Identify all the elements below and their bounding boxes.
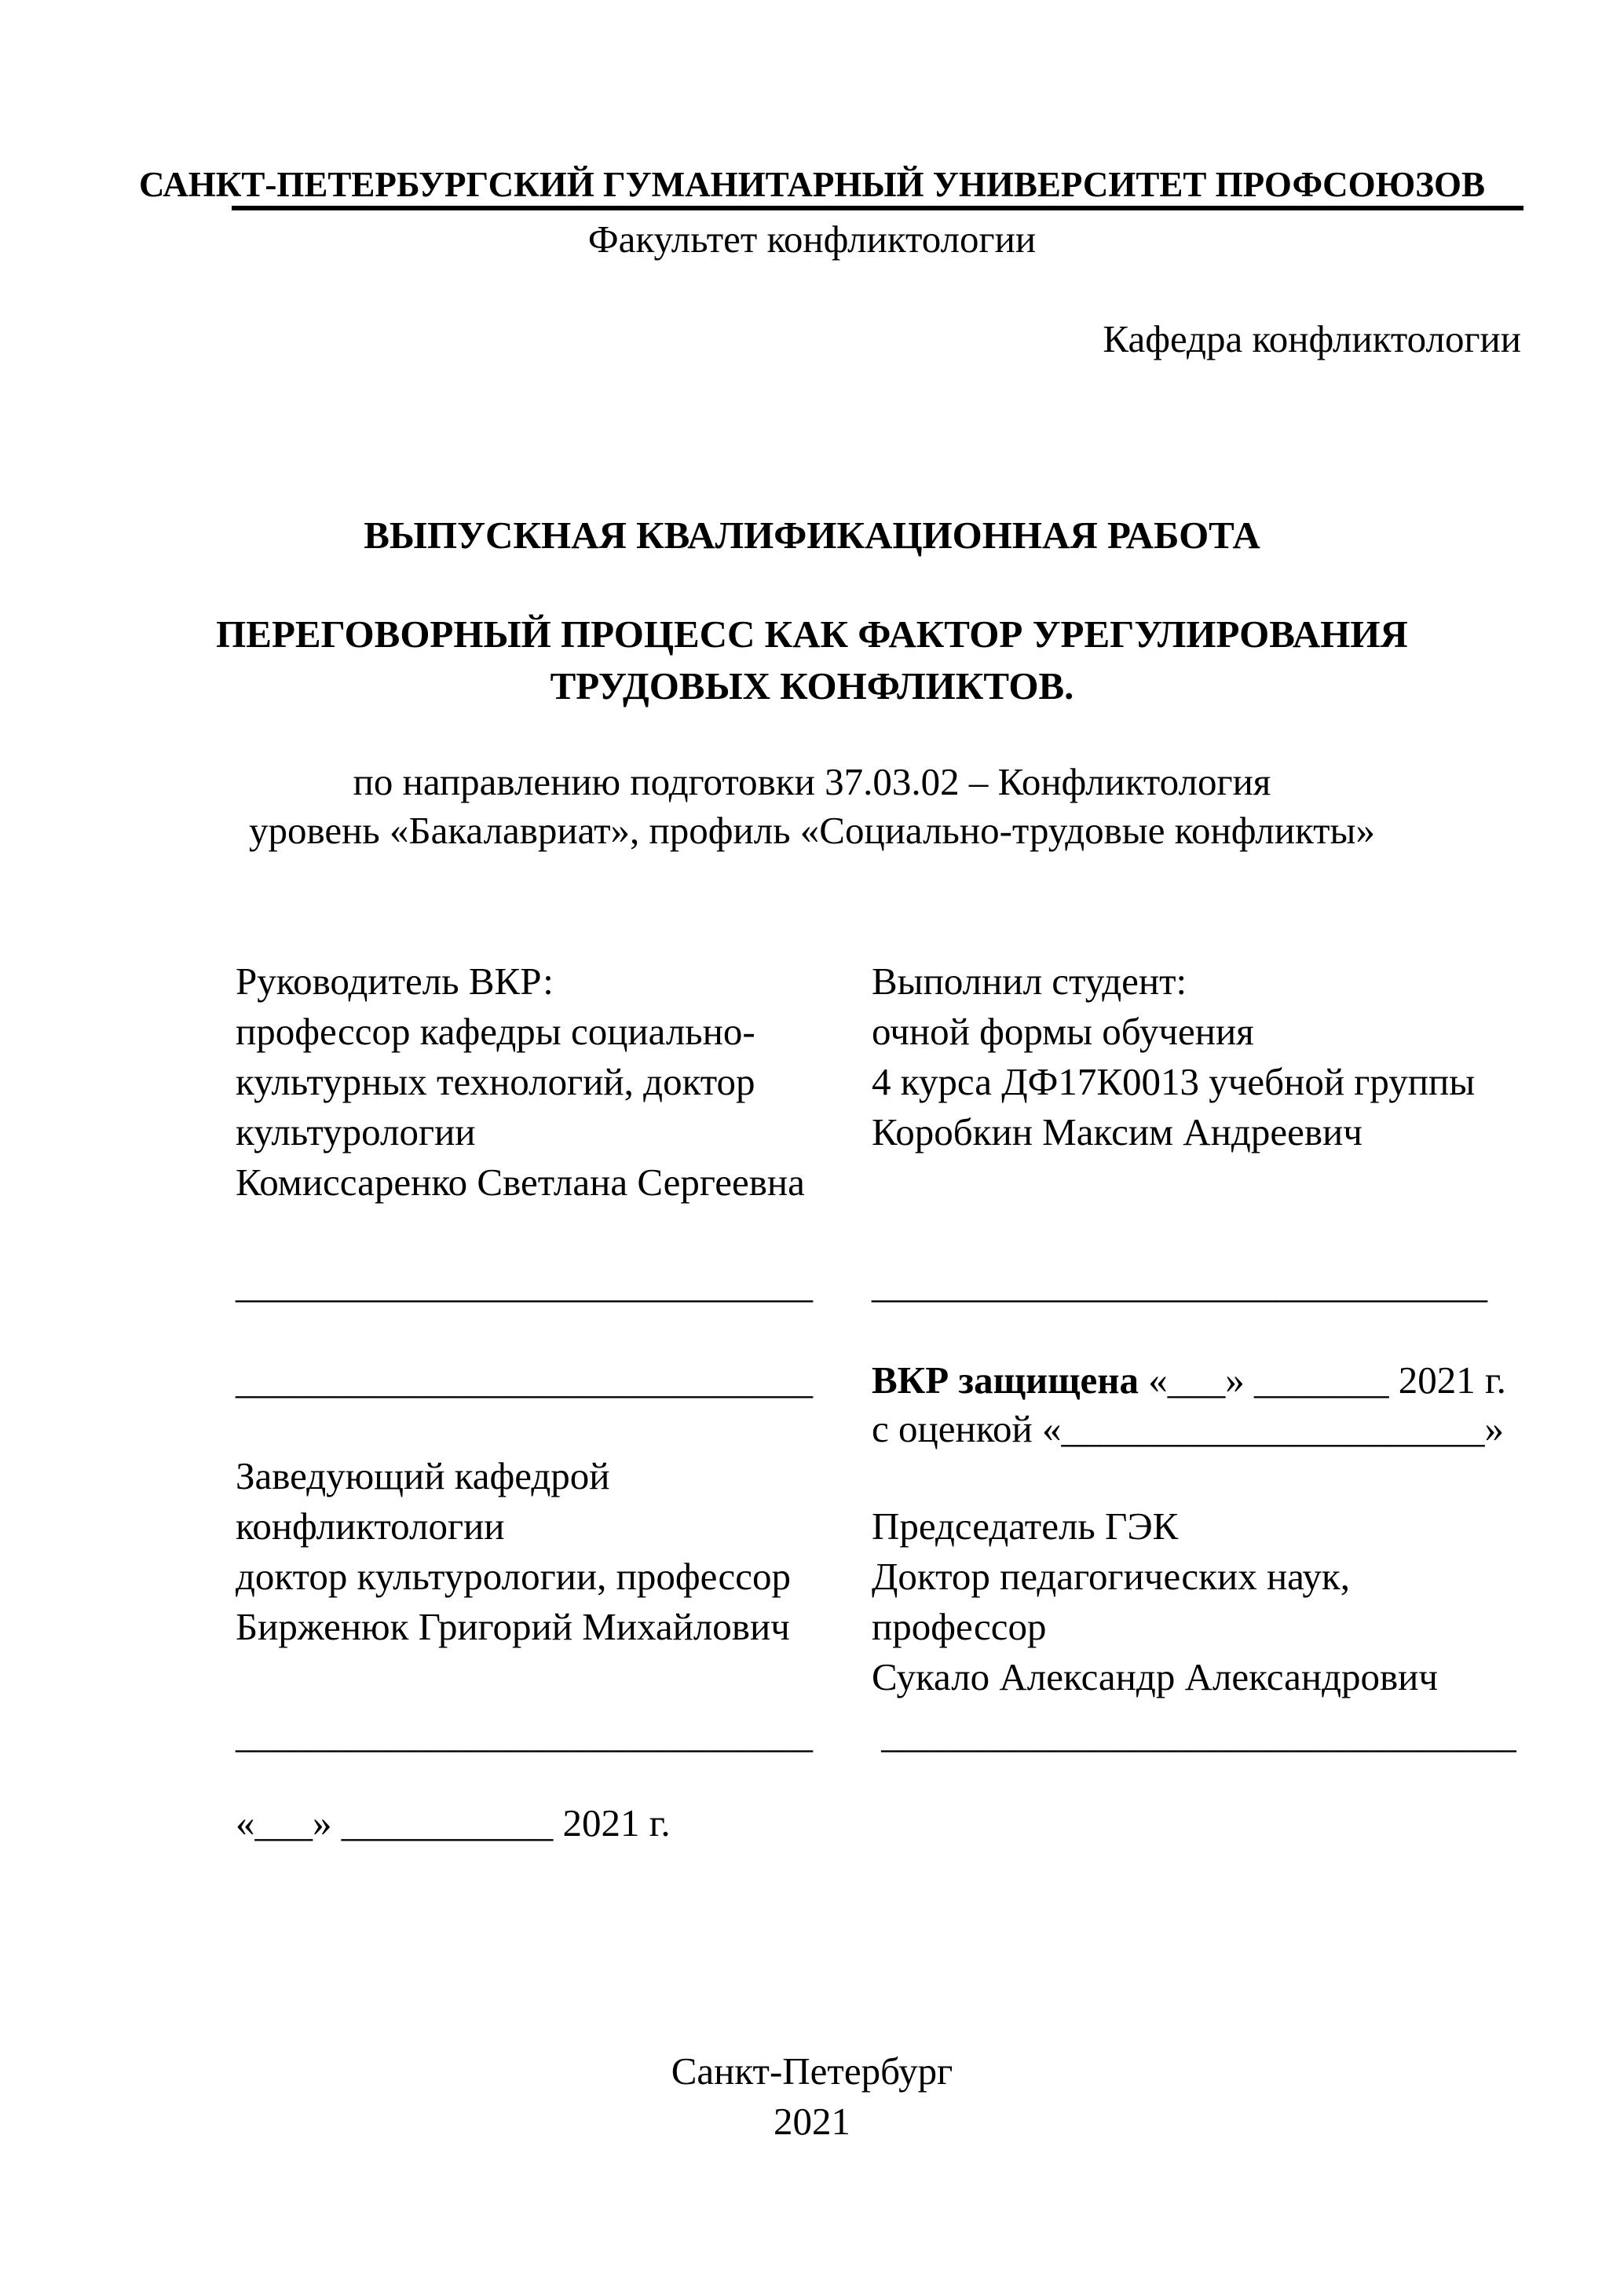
supervisor-signature-line-2: ______________________________ xyxy=(236,1358,813,1402)
topic-title-line1: ПЕРЕГОВОРНЫЙ ПРОЦЕСС КАК ФАКТОР УРЕГУЛИРОВАНИЯ xyxy=(216,612,1408,656)
footer-year: 2021 xyxy=(774,2100,850,2143)
level-profile-text: уровень «Бакалавриат», профиль «Социально-трудовые конфликты» xyxy=(249,809,1375,852)
chairman-name: Сукало Александр Александрович xyxy=(872,1655,1439,1698)
head-name: Бирженюк Григорий Михайлович xyxy=(236,1605,790,1648)
student-name: Коробкин Максим Андреевич xyxy=(872,1110,1362,1153)
student-study-form: очной формы обучения xyxy=(872,1010,1254,1053)
chairman-title: профессор xyxy=(872,1605,1047,1648)
defense-grade: с оценкой «______________________» xyxy=(872,1407,1504,1450)
faculty-name: Факультет конфликтологии xyxy=(587,218,1037,261)
topic-title-line2: ТРУДОВЫХ КОНФЛИКТОВ. xyxy=(550,664,1074,707)
defense-date: «___» _______ 2021 г. xyxy=(1139,1358,1506,1402)
supervisor-name: Комиссаренко Светлана Сергеевна xyxy=(236,1161,805,1204)
head-department: конфликтологии xyxy=(236,1504,505,1548)
head-label: Заведующий кафедрой xyxy=(236,1454,610,1497)
head-degree: доктор культурологии, профессор xyxy=(236,1555,792,1598)
header-divider xyxy=(232,206,1523,210)
supervisor-label: Руководитель ВКР: xyxy=(236,960,554,1003)
department-name: Кафедра конфликтологии xyxy=(1103,317,1521,360)
footer-city: Санкт-Петербург xyxy=(671,2049,953,2093)
work-type-heading: ВЫПУСКНАЯ КВАЛИФИКАЦИОННАЯ РАБОТА xyxy=(364,514,1260,557)
supervisor-position: профессор кафедры социально- xyxy=(236,1010,755,1053)
university-name: САНКТ-ПЕТЕРБУРГСКИЙ ГУМАНИТАРНЫЙ УНИВЕРСИТЕТ ПРОФСОЮЗОВ xyxy=(138,165,1486,204)
direction-text: по направлению подготовки 37.03.02 – Конфликтология xyxy=(353,760,1271,803)
supervisor-signature-line: ______________________________ xyxy=(236,1263,813,1306)
student-label: Выполнил студент: xyxy=(872,960,1187,1003)
head-signature-line: ______________________________ xyxy=(236,1713,813,1756)
defense-label: ВКР защищена xyxy=(872,1358,1139,1402)
chairman-signature-line: _________________________________ xyxy=(872,1713,1516,1756)
supervisor-degree: культурологии xyxy=(236,1110,476,1153)
student-group: 4 курса ДФ17К0013 учебной группы xyxy=(872,1060,1476,1103)
approval-date-line: «___» ___________ 2021 г. xyxy=(236,1801,671,1844)
chairman-degree: Доктор педагогических наук, xyxy=(872,1555,1350,1598)
supervisor-position: культурных технологий, доктор xyxy=(236,1060,755,1103)
student-signature-line: ________________________________ xyxy=(872,1263,1487,1306)
chairman-label: Председатель ГЭК xyxy=(872,1504,1179,1548)
